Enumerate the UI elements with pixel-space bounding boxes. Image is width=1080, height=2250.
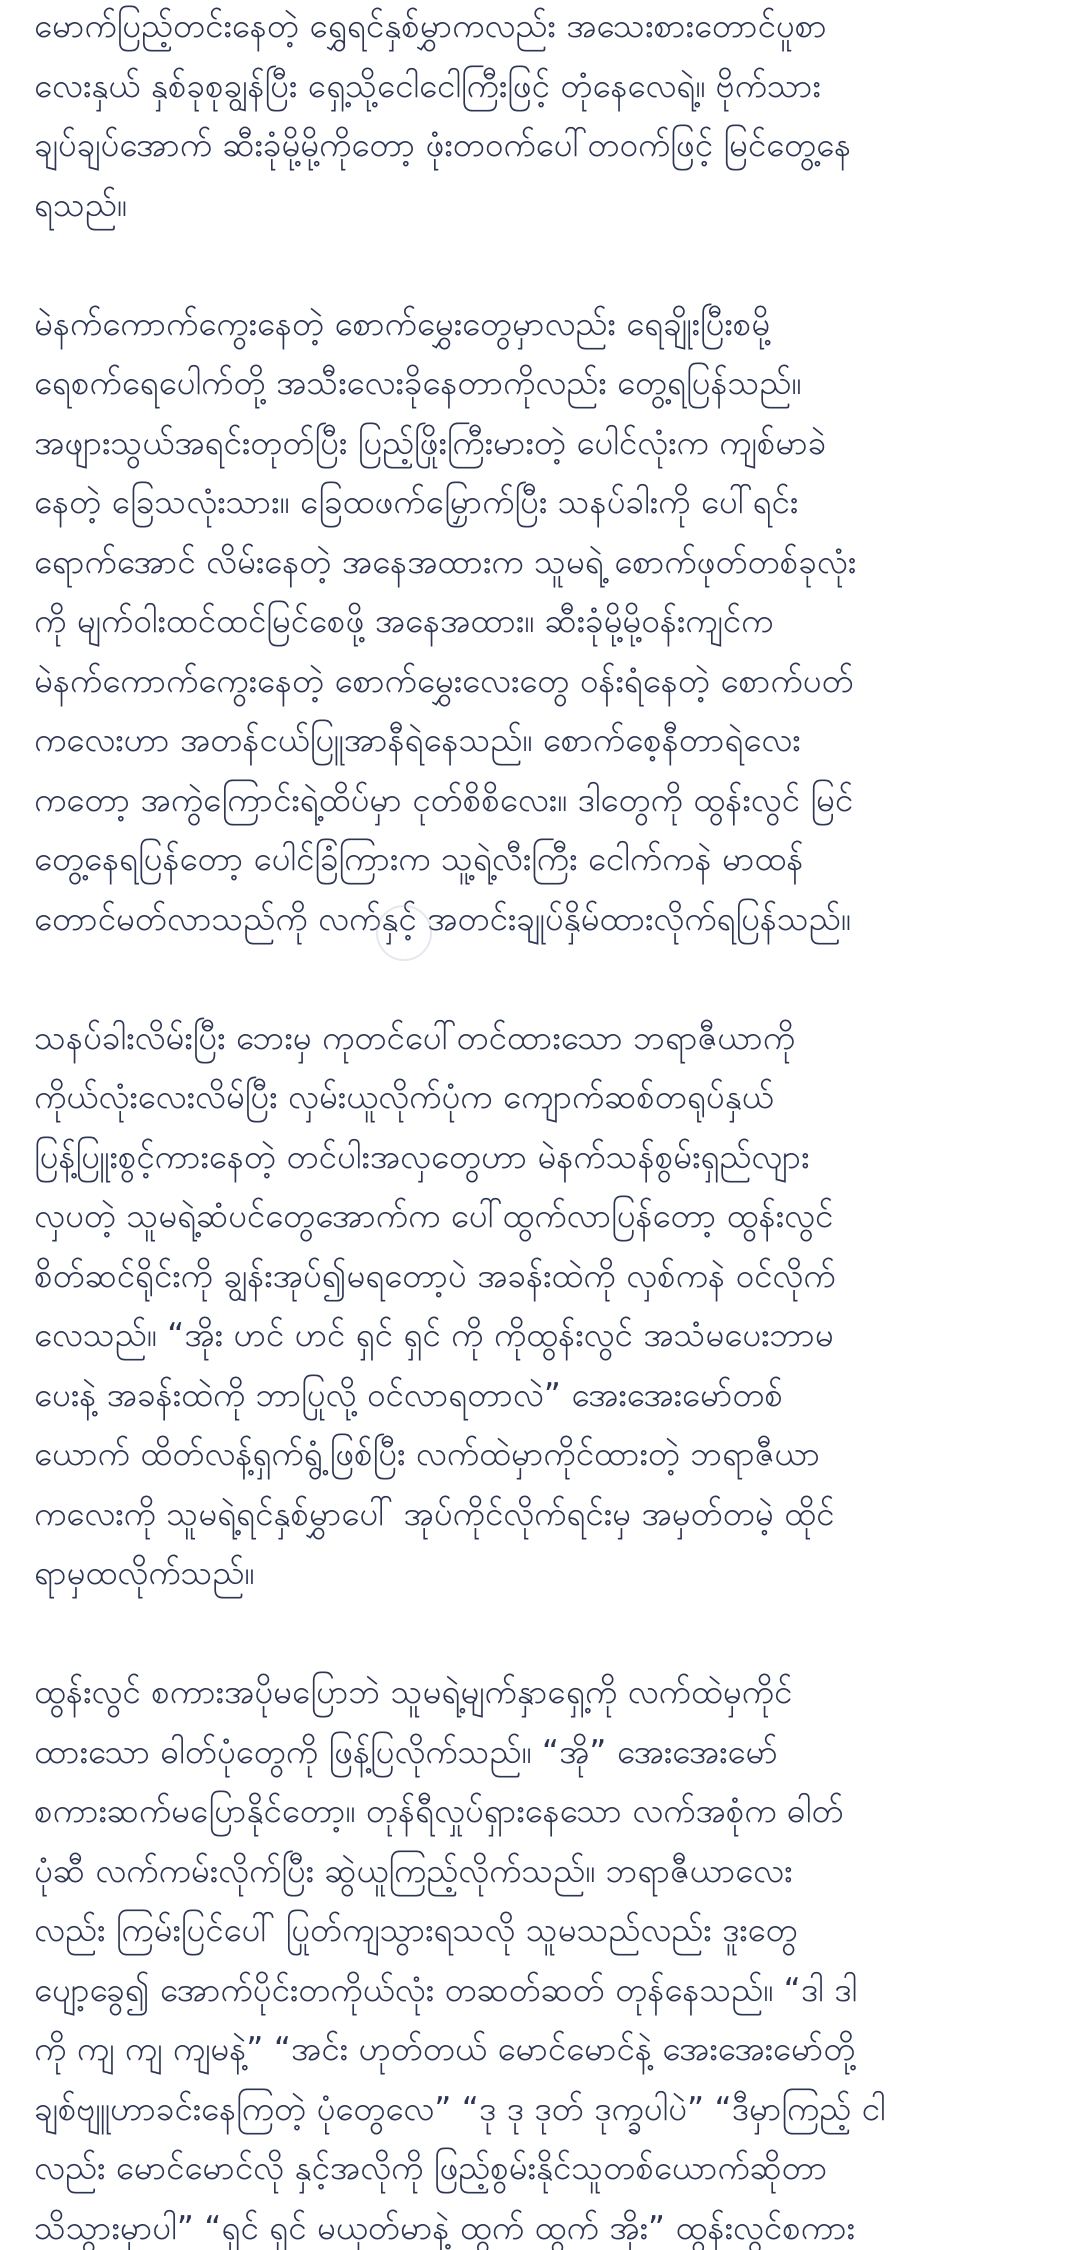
text-line: ရာမှထလိုက်သည်။ <box>34 1553 255 1592</box>
text-line: လေသည်။ “အိုး ဟင် ဟင် ရှင် ရှင် ကို ကိုထွန်းလွင် အသံမပေးဘာမ <box>34 1315 834 1354</box>
text-line: ရေစက်ရေပေါက်တို့ အသီးလေးခိုနေတာကိုလည်း တွေ့ရပြန်သည်။ <box>34 363 802 402</box>
story-text <box>34 0 1052 2250</box>
text-line: လေးနှယ် နှစ်ခုစုချွန်ပြီး ရှေ့သို့ငေါငေါကြီးဖြင့် တုံနေလေရဲ့။ ဗိုက်သား <box>34 65 821 105</box>
text-line: တောင်မတ်လာသည်ကို လက်နှင့် အတင်းချုပ်နှိမ်ထားလိုက်ရပြန်သည်။ <box>34 898 851 938</box>
text-line: မဲနက်ကောက်ကွေးနေတဲ့ စောက်မွှေးတွေမှာလည်း ရေချိုးပြီးစမို့ <box>34 303 771 343</box>
text-line: စကားဆက်မပြောနိုင်တော့။ တုန်ရီလှုပ်ရှားနေသော လက်အစုံက ဓါတ် <box>34 1791 844 1830</box>
text-line: ကတော့ အကွဲကြောင်းရဲ့ထိပ်မှာ ငုတ်စိစိလေး။ ဒါတွေကို ထွန်းလွင် မြင် <box>34 779 854 819</box>
text-line: ချပ်ချပ်အောက် ဆီးခုံမို့မို့ကိုတော့ ဖုံးတဝက်ပေါ်တဝက်ဖြင့် မြင်တွေ့နေ <box>34 125 852 164</box>
text-line: ပြန့်ပြူးစွင့်ကားနေတဲ့ တင်ပါးအလှတွေဟာ မဲနက်သန်စွမ်းရှည်လျား <box>34 1136 810 1176</box>
text-line: ရသည်။ <box>34 184 127 224</box>
text-line: သိသွားမှာပါ” “ရှင် ရှင် မယုတ်မာနဲ့ ထွက် ထွက် အိုး” ထွန်းလွင်စကား <box>34 2207 855 2247</box>
text-line: စိတ်ဆင်ရိုင်းကို ချွန်းအုပ်၍မရတော့ပဲ အခန်းထဲကို လှစ်ကနဲ ဝင်လိုက် <box>34 1255 836 1295</box>
text-line: မဲနက်ကောက်ကွေးနေတဲ့ စောက်မွှေးလေးတွေ ဝန်းရံနေတဲ့ စောက်ပတ် <box>34 660 854 700</box>
paragraph-2 <box>34 294 1052 949</box>
paragraph-1 <box>34 0 1052 234</box>
text-line: သနပ်ခါးလိမ်းပြီး ဘေးမှ ကုတင်ပေါ်တင်ထားသော ဘရာဇီယာကို <box>34 1017 796 1057</box>
text-line: အဖျားသွယ်အရင်းတုတ်ပြီး ပြည့်ဖြိုးကြီးမားတဲ့ ပေါင်လုံးက ကျစ်မာခဲ <box>34 422 827 462</box>
text-line: မောက်ပြည့်တင်းနေတဲ့ ရွှေရင်နှစ်မွှာကလည်း အသေးစားတောင်ပူစာ <box>34 6 827 45</box>
text-line: ထားသော ဓါတ်ပုံတွေကို ဖြန့်ပြလိုက်သည်။ “အို” အေးအေးမော် <box>34 1731 778 1771</box>
text-line: ချစ်ဗျူဟာခင်းနေကြတဲ့ ပုံတွေလေ” “ဒု ဒု ဒုတ် ဒုက္ခပါပဲ” “ဒီမှာကြည့် ငါ <box>34 2088 886 2128</box>
text-line: တွေ့နေရပြန်တော့ ပေါင်ခြံကြားက သူ့ရဲ့လီးကြီး ငေါက်ကနဲ မာထန် <box>34 839 804 878</box>
text-line: ကို မျက်ဝါးထင်ထင်မြင်စေဖို့ အနေအထား။ ဆီးခုံမို့မို့ဝန်းကျင်က <box>34 601 774 640</box>
text-line: လည်း မောင်မောင်လို နှင့်အလိုကို ဖြည့်စွမ်းနိုင်သူတစ်ယောက်ဆိုတာ <box>34 2148 828 2187</box>
paragraph-3 <box>34 1008 1052 1603</box>
text-line: ကို ကျ ကျ ကျမနဲ့” “အင်း ဟုတ်တယ် မောင်မောင်နဲ့ အေးအေးမော်တို့ <box>34 2029 856 2068</box>
text-line: ရောက်အောင် လိမ်းနေတဲ့ အနေအထားက သူမရဲ့ စောက်ဖုတ်တစ်ခုလုံး <box>34 541 857 581</box>
text-line: ကိုယ်လုံးလေးလိမ်ပြီး လှမ်းယူလိုက်ပုံက ကျောက်ဆစ်တရုပ်နှယ် <box>34 1077 774 1116</box>
text-line: လည်း ကြမ်းပြင်ပေါ် ပြုတ်ကျသွားရသလို သူမသည်လည်း ဒူးတွေ <box>34 1910 798 1949</box>
text-line: ပေးနဲ့ အခန်းထဲကို ဘာပြုလို့ ဝင်လာရတာလဲ” အေးအေးမော်တစ် <box>34 1374 783 1414</box>
paragraph-4 <box>34 1662 1052 2250</box>
text-line: ယောက် ထိတ်လန့်ရှက်ရွံ့ဖြစ်ပြီး လက်ထဲမှာကိုင်ထားတဲ့ ဘရာဇီယာ <box>34 1434 820 1473</box>
text-line: ပုံဆီ လက်ကမ်းလိုက်ပြီး ဆွဲယူကြည့်လိုက်သည်။ ဘရာဇီယာလေး <box>34 1850 793 1890</box>
text-line: ကလေးဟာ အတန်ငယ်ပြူအာနီရဲနေသည်။ စောက်စေ့နီတာရဲလေး <box>34 720 801 759</box>
text-line: ကလေးကို သူမရဲ့ရင်နှစ်မွှာပေါ် အုပ်ကိုင်လိုက်ရင်းမှ အမှတ်တမဲ့ ထိုင် <box>34 1493 835 1533</box>
text-line: နေတဲ့ ခြေသလုံးသား။ ခြေထဖက်မြှောက်ပြီး သနပ်ခါးကို ပေါ်ရင်း <box>34 482 799 521</box>
text-line: ပျော့ခွေ၍ အောက်ပိုင်းတကိုယ်လုံး တဆတ်ဆတ် တုန်နေသည်။ “ဒါ ဒါ <box>34 1969 858 2009</box>
text-line: ထွန်းလွင် စကားအပိုမပြောဘဲ သူမရဲ့မျက်နှာရှေ့ကို လက်ထဲမှကိုင် <box>34 1672 793 1711</box>
text-line: လှပတဲ့ သူမရဲ့ဆံပင်တွေအောက်က ပေါ်ထွက်လာပြန်တော့ ထွန်းလွင် <box>34 1196 834 1235</box>
